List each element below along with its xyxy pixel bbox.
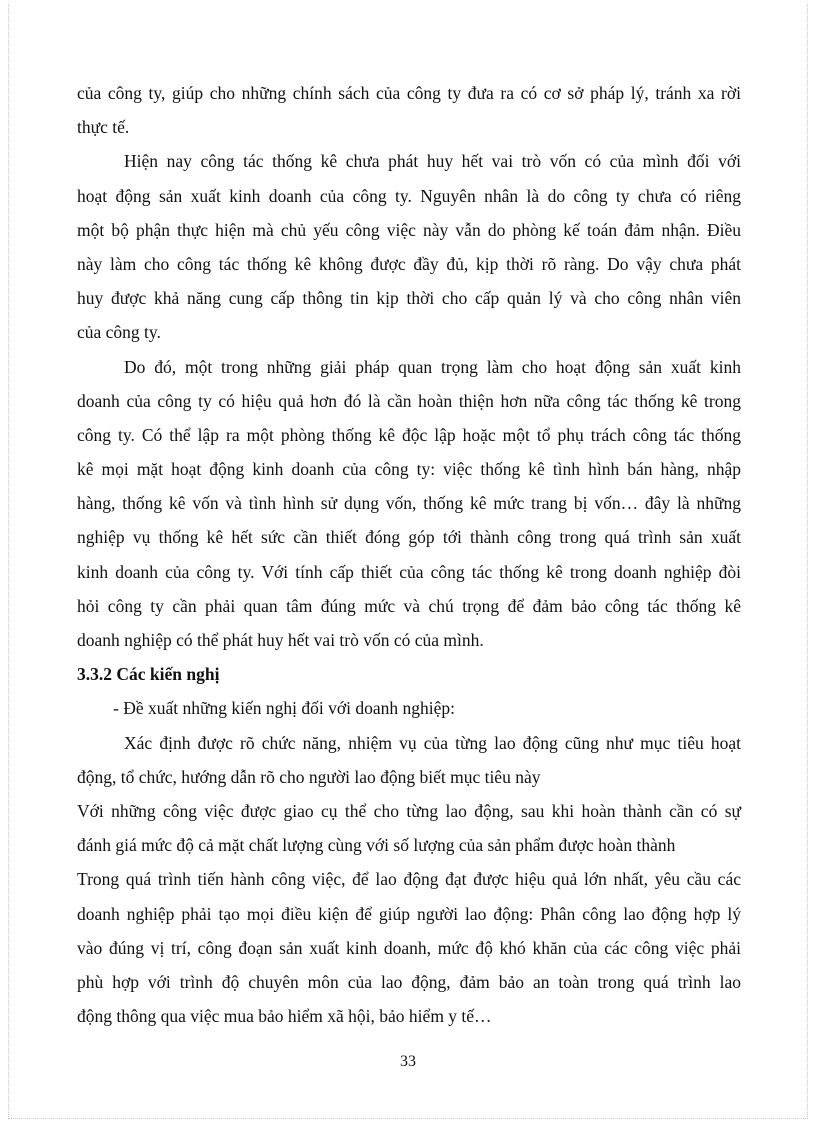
text-line: của công ty. — [77, 322, 161, 343]
text-line: của công ty, giúp cho những chính sách của công ty đưa ra có cơ sở pháp lý, tránh xa rời — [77, 83, 741, 103]
text-line: doanh nghiệp có thể phát huy hết vai trò vốn có của mình. — [77, 630, 484, 650]
text-line: hoạt động sản xuất kinh doanh của công ty. Nguyên nhân là do công ty chưa có riêng — [77, 185, 741, 206]
text-line: công ty. Có thể lập ra một phòng thống kê độc lập hoặc một tổ phụ trách công tác thống — [77, 424, 741, 445]
page-number: 33 — [400, 1053, 416, 1070]
paragraph-start: Do đó, một trong những giải pháp quan trọng làm cho hoạt động sản xuất kinh — [124, 356, 741, 377]
text-line: phù hợp với trình độ chuyên môn của lao động, đảm bảo an toàn trong quá trình lao — [77, 971, 741, 992]
paragraph-start: Hiện nay công tác thống kê chưa phát huy hết vai trò vốn có của mình đối với — [124, 151, 741, 172]
text-line: hỏi công ty cần phải quan tâm đúng mức và chú trọng để đảm bảo công tác thống kê — [77, 595, 741, 616]
text-line: huy được khả năng cung cấp thông tin kịp thời cho cấp quản lý và cho công nhân viên — [77, 288, 741, 309]
text-line: nghiệp vụ thống kê hết sức cần thiết đóng góp tới thành công trong quá trình sản xuất — [77, 527, 741, 548]
bullet-line: - Đề xuất những kiến nghị đối với doanh nghiệp: — [113, 698, 455, 719]
document-body — [77, 76, 741, 1033]
paragraph-start: Xác định được rõ chức năng, nhiệm vụ của từng lao động cũng như mục tiêu hoạt — [124, 732, 741, 753]
text-line: Với những công việc được giao cụ thể cho từng lao động, sau khi hoàn thành cần có sự — [77, 800, 741, 821]
text-line: doanh nghiệp phải tạo mọi điều kiện để giúp người lao động: Phân công lao động hợp lý — [77, 903, 741, 924]
text-line: Trong quá trình tiến hành công việc, để lao động đạt được hiệu quả lớn nhất, yêu cầu các — [77, 869, 741, 890]
text-line: đánh giá mức độ cả mặt chất lượng cùng với số lượng của sản phẩm được hoàn thành — [77, 835, 676, 856]
text-line: kê mọi mặt hoạt động kinh doanh của công ty: việc thống kê tình hình bán hàng, nhập — [77, 459, 741, 480]
text-line: động thông qua việc mua bảo hiểm xã hội, bảo hiểm y tế… — [77, 1006, 492, 1027]
text-line: động, tổ chức, hướng dẫn rõ cho người lao động biết mục tiêu này — [77, 766, 541, 787]
text-line: vào đúng vị trí, công đoạn sản xuất kinh doanh, mức độ khó khăn của các công việc phải — [77, 937, 741, 958]
section-heading: 3.3.2 Các kiến nghị — [77, 664, 220, 685]
text-line: một bộ phận thực hiện mà chủ yếu công việc này vẫn do phòng kế toán đảm nhận. Điều — [77, 219, 741, 240]
text-line: hàng, thống kê vốn và tình hình sử dụng vốn, thống kê mức trang bị vốn… đây là những — [77, 493, 741, 514]
text-line: này làm cho công tác thống kê không được đầy đủ, kịp thời rõ ràng. Do vậy chưa phát — [77, 253, 741, 274]
text-line: kinh doanh của công ty. Với tính cấp thiết của công tác thống kê trong doanh nghiệp đòi — [77, 561, 741, 582]
text-line: thực tế. — [77, 117, 130, 138]
text-line: doanh của công ty có hiệu quả hơn đó là cần hoàn thiện hơn nữa công tác thống kê trong — [77, 390, 741, 411]
